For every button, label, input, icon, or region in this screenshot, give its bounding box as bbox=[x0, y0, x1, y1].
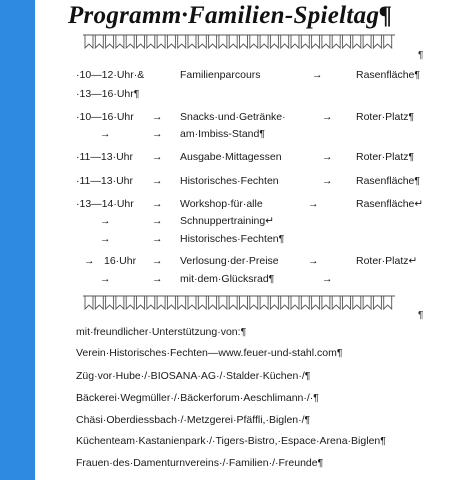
arrow-icon: → bbox=[152, 151, 163, 163]
arrow-icon: → bbox=[100, 128, 111, 140]
bunting-flag bbox=[126, 35, 134, 48]
bunting-flag bbox=[106, 35, 114, 48]
sponsor-line: Chäsi·Oberdiessbach·/·Metzgerei·Pfäffli,·Biglen·/¶ bbox=[76, 414, 311, 426]
arrow-icon: → bbox=[322, 273, 333, 285]
arrow-icon: → bbox=[152, 175, 163, 187]
bunting-flag bbox=[384, 35, 392, 48]
arrow-icon: → bbox=[84, 255, 95, 267]
bunting-flag bbox=[281, 35, 289, 48]
sponsor-line: Züg·vor·Hube·/·BIOSANA·AG·/·Stalder·Küchen·/¶ bbox=[76, 370, 311, 382]
arrow-icon: → bbox=[308, 198, 319, 210]
arrow-icon: → bbox=[100, 273, 111, 285]
sponsor-line: Verein·Historisches·Fechten—www.feuer-und-stahl.com¶ bbox=[76, 347, 343, 359]
arrow-icon: → bbox=[100, 233, 111, 245]
bunting-flag bbox=[281, 296, 289, 309]
bunting-banner-top bbox=[83, 33, 395, 51]
pilcrow-mark: ¶ bbox=[418, 50, 424, 61]
bunting-flag bbox=[260, 296, 268, 309]
bunting-flag bbox=[312, 296, 320, 309]
bunting-flag bbox=[343, 296, 351, 309]
bunting-flag bbox=[229, 35, 237, 48]
arrow-icon: → bbox=[322, 151, 333, 163]
bunting-flag bbox=[157, 35, 165, 48]
bunting-flag bbox=[219, 296, 227, 309]
sponsor-line: Küchenteam·Kastanienpark·/·Tigers-Bistro,·Espace·Arena·Biglen¶ bbox=[76, 435, 386, 447]
bunting-flag bbox=[178, 35, 186, 48]
bunting-flag bbox=[270, 296, 278, 309]
bunting-flag bbox=[167, 35, 175, 48]
bunting-flag bbox=[240, 296, 248, 309]
bunting-flag bbox=[301, 296, 309, 309]
bunting-flag bbox=[209, 296, 217, 309]
bunting-flag bbox=[85, 296, 93, 309]
arrow-icon: → bbox=[152, 198, 163, 210]
arrow-icon: → bbox=[152, 273, 163, 285]
bunting-flag bbox=[363, 296, 371, 309]
bunting-flag bbox=[332, 35, 340, 48]
left-color-stripe bbox=[0, 0, 35, 480]
pilcrow-mark: ¶ bbox=[418, 310, 424, 321]
bunting-flag bbox=[167, 296, 175, 309]
bunting-flag bbox=[250, 35, 258, 48]
bunting-flag bbox=[322, 35, 330, 48]
bunting-flag bbox=[116, 35, 124, 48]
bunting-flag bbox=[240, 35, 248, 48]
bunting-flag bbox=[137, 35, 145, 48]
sponsor-heading: mit·freundlicher·Unterstützung·von:¶ bbox=[76, 326, 247, 338]
bunting-flag bbox=[188, 296, 196, 309]
bunting-flag bbox=[332, 296, 340, 309]
arrow-icon: → bbox=[152, 255, 163, 267]
bunting-flag bbox=[363, 35, 371, 48]
sponsor-line: Bäckerei·Wegmüller·/·Bäckerforum·Aeschlimann·/·¶ bbox=[76, 392, 319, 404]
sponsor-line: Frauen·des·Damenturnvereins·/·Familien·/·Freunde¶ bbox=[76, 457, 324, 469]
bunting-flag bbox=[85, 35, 93, 48]
arrow-icon: → bbox=[152, 111, 163, 123]
bunting-flag bbox=[95, 296, 103, 309]
bunting-flag bbox=[373, 35, 381, 48]
bunting-flag bbox=[147, 296, 155, 309]
arrow-icon: → bbox=[152, 215, 163, 227]
bunting-flag bbox=[353, 296, 361, 309]
bunting-banner-bottom bbox=[83, 294, 395, 312]
bunting-flag bbox=[126, 296, 134, 309]
arrow-icon: → bbox=[322, 175, 333, 187]
bunting-flag bbox=[343, 35, 351, 48]
bunting-flag bbox=[178, 296, 186, 309]
bunting-flag bbox=[106, 296, 114, 309]
bunting-flag bbox=[373, 296, 381, 309]
bunting-flag bbox=[301, 35, 309, 48]
bunting-flag bbox=[157, 296, 165, 309]
bunting-flag bbox=[219, 35, 227, 48]
bunting-flag bbox=[198, 296, 206, 309]
bunting-flag bbox=[95, 35, 103, 48]
document-title: Programm·Familien-Spieltag¶ bbox=[67, 2, 393, 29]
bunting-flag bbox=[116, 296, 124, 309]
arrow-icon: → bbox=[312, 69, 323, 81]
bunting-flag bbox=[291, 296, 299, 309]
bunting-flag bbox=[384, 296, 392, 309]
arrow-icon: → bbox=[322, 111, 333, 123]
arrow-icon: → bbox=[152, 233, 163, 245]
bunting-flag bbox=[322, 296, 330, 309]
bunting-flag bbox=[147, 35, 155, 48]
bunting-flag bbox=[137, 296, 145, 309]
bunting-flag bbox=[260, 35, 268, 48]
bunting-flag bbox=[198, 35, 206, 48]
bunting-flag bbox=[209, 35, 217, 48]
arrow-icon: → bbox=[152, 128, 163, 140]
bunting-flag bbox=[229, 296, 237, 309]
bunting-flag bbox=[291, 35, 299, 48]
arrow-icon: → bbox=[308, 255, 319, 267]
bunting-flag bbox=[312, 35, 320, 48]
bunting-flag bbox=[353, 35, 361, 48]
bunting-flag bbox=[188, 35, 196, 48]
bunting-flag bbox=[270, 35, 278, 48]
bunting-flag bbox=[250, 296, 258, 309]
arrow-icon: → bbox=[100, 215, 111, 227]
